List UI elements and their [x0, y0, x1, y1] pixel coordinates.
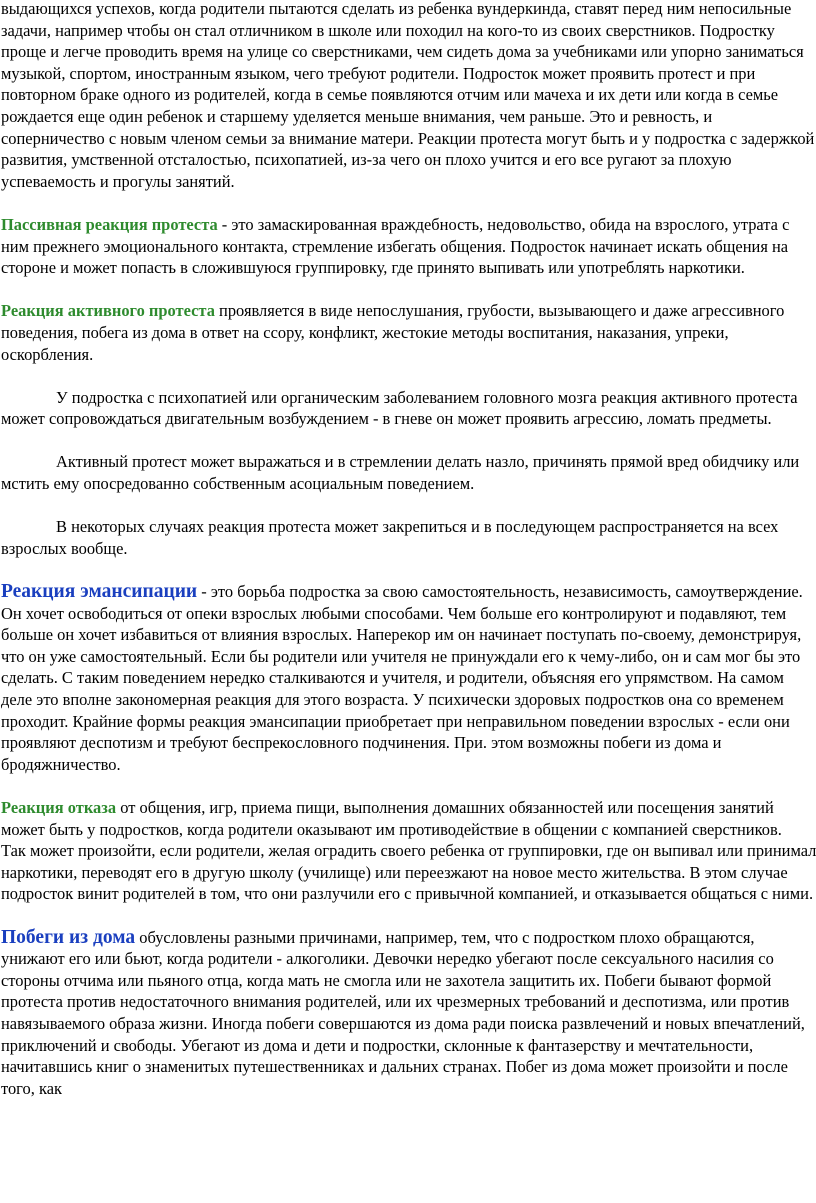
paragraph-text: выдающихся успехов, когда родители пытаются сделать из ребенка вундеркинда, ставят перед ним непосильные задачи, например чтобы он стал отличником в школе или походил на кого-то из своих сверстников. Подростку проще и легче проводить время на улице со сверстниками, чем сидеть дома за учебниками или упорно заниматься музыкой, спортом, иностранным языком, чего требуют родители. Подросток может проявить протест и при повторном браке одного из родителей, когда в семье появляются отчим или мачеха и их дети или когда в семье рождается еще один ребенок и старшему уделяется меньше внимания, чем раньше. Это и ревность, и соперничество с новым членом семьи за внимание матери. Реакции протеста могут быть и у подростка с задержкой развития, умственной отсталостью, психопатией, из-за чего он плохо учится и его все ругают за плохую успеваемость и прогулы занятий. — [1, 0, 815, 191]
paragraph-text: обусловлены разными причинами, например, тем, что с подростком плохо обращаются, унижают его или бьют, когда родители - алкоголики. Девочки нередко убегают после сексуального насилия со стороны отчима или пьяного отца, когда мать не смогла или не захотела защитить их. Побеги бывают формой протеста против недостаточного внимания родителей, или их чрезмерных требований и деспотизма, или против навязываемого образа жизни. Иногда побеги совершаются из дома ради поиска развлечений и новых впечатлений, приключений и свободы. Убегают из дома и дети и подростки, склонные к фантазерству и мечтательности, начитавшись книг о знаменитых путешественниках и дальних странах. Побег из дома может произойти и после того, как — [1, 927, 805, 1098]
term-refusal: Реакция отказа — [1, 797, 117, 817]
term-passive-protest: Пассивная реакция протеста — [1, 214, 218, 234]
paragraph-refusal-example — [1, 840, 816, 905]
paragraph-running-away — [1, 927, 816, 1100]
term-emancipation: Реакция эмансипации — [1, 581, 198, 603]
paragraph-intro-continuation — [1, 0, 816, 192]
paragraph-text: Так может произойти, если родители, желая оградить своего ребенка от группировки, где он выпивал или принимал наркотики, переводят его в другую школу (училище) или переезжают на новое место жительства. В этом случае подросток винит родителей в том, что они разлучили его с привычной компанией, и отказывается общаться с ними. — [1, 841, 816, 904]
paragraph-protest-generalization — [1, 516, 816, 559]
paragraph-text: - это замаскированная враждебность, недовольство, обида на взрослого, утрата с ним прежнего эмоционального контакта, стремление избегать общения. Подросток начинает искать общения на стороне и может попасть в сложившуюся группировку, где принято выпивать или употреблять наркотики. — [1, 214, 790, 278]
paragraph-active-protest — [1, 300, 816, 365]
paragraph-emancipation — [1, 581, 816, 775]
paragraph-text: Активный протест может выражаться и в стремлении делать назло, причинять прямой вред обидчику или мстить ему опосредованно собственным асоциальным поведением. — [1, 452, 800, 494]
paragraph-active-protest-spite — [1, 451, 816, 494]
paragraph-text: У подростка с психопатией или органическим заболеванием головного мозга реакция активного протеста может сопровождаться двигательным возбуждением - в гневе он может проявить агрессию, ломать предметы. — [1, 387, 798, 429]
term-active-protest: Реакция активного протеста — [1, 301, 215, 321]
paragraph-psychopathy — [1, 387, 816, 430]
paragraph-refusal — [1, 797, 816, 840]
paragraph-passive-protest — [1, 214, 816, 279]
paragraph-text: проявляется в виде непослушания, грубости, вызывающего и даже агрессивного поведения, побега из дома в ответ на ссору, конфликт, жестокие методы воспитания, наказания, упреки, оскорбления. — [1, 301, 785, 364]
paragraph-text: - это борьба подростка за свою самостоятельность, независимость, самоутверждение. Он хочет освободиться от опеки взрослых любыми способами. Чем больше его контролируют и подавляют, тем больше он хочет избавиться от влияния взрослых. Наперекор им он начинает поступать по-своему, демонстрируя, что он уже самостоятельный. Если бы родители или учителя не принуждали его к чему-либо, он и сам мог бы это сделать. С таким поведением нередко сталкиваются и учителя, и родители, объясняя его упрямством. На самом деле это вполне закономерная реакция для этого возраста. У психически здоровых подростков она со временем проходит. Крайние формы реакция эмансипации приобретает при неправильном поведении взрослых - если они проявляют деспотизм и требуют беспрекословного подчинения. При. этом возможны побеги из дома и бродяжничество. — [1, 582, 803, 774]
paragraph-text: от общения, игр, приема пищи, выполнения домашних обязанностей или посещения занятий может быть у подростков, когда родители оказывают им противодействие в общении с компанией сверстников. — [1, 797, 782, 839]
term-running-away: Побеги из дома — [1, 926, 136, 948]
paragraph-text: В некоторых случаях реакция протеста может закрепиться и в последующем распространяется на всех взрослых вообще. — [1, 517, 779, 558]
